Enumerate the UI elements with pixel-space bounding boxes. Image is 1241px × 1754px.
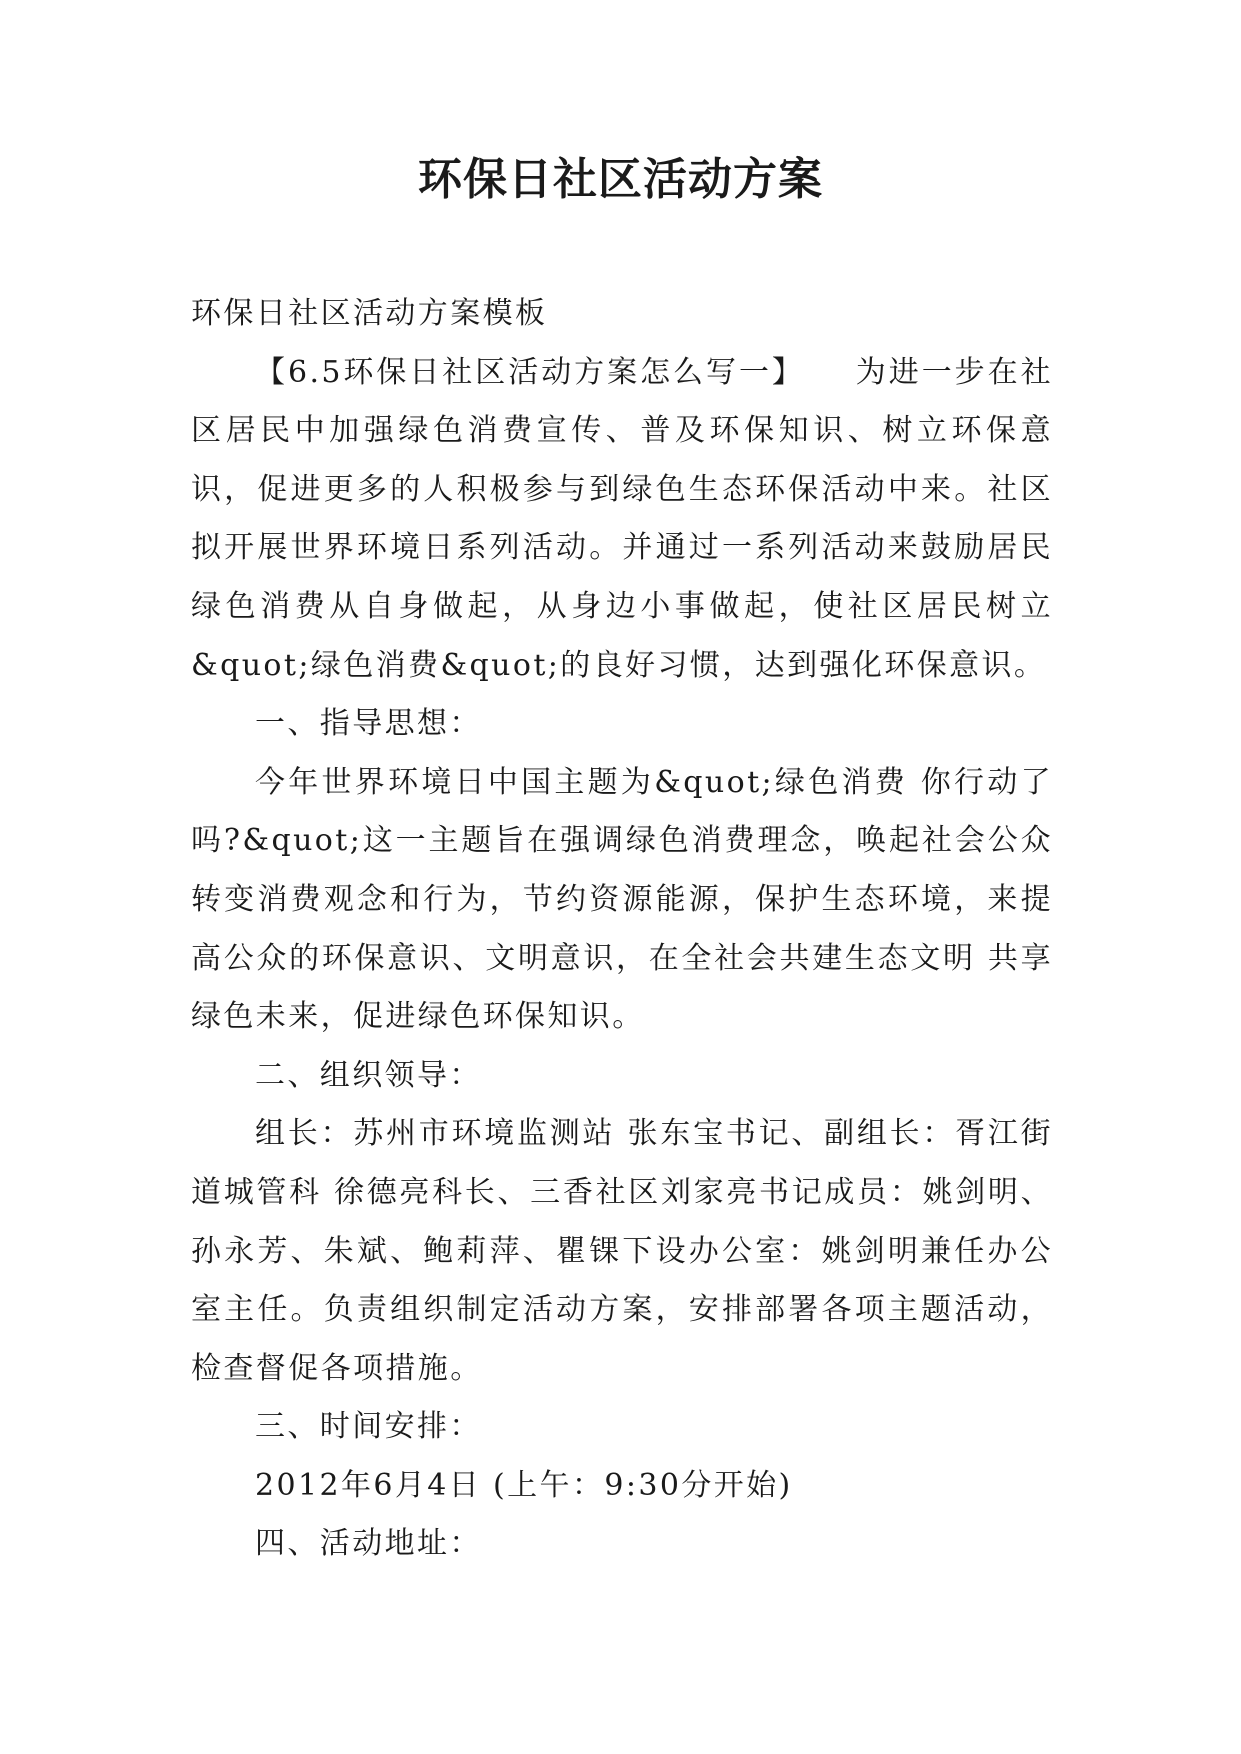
- schedule-paragraph: 2012年6月4日 (上午：9:30分开始): [255, 1467, 793, 1503]
- organization-paragraph: 组长：苏州市环境监测站 张东宝书记、副组长：胥江街道城管科 徐德亮科长、三香社区刘家亮书记成员：姚剑明、孙永芳、朱斌、鲍莉萍、瞿锞下设办公室：姚剑明兼任办公室主任。负责组织制定活动方案，安排部署各项主题活动，检查督促各项措施。: [191, 1116, 1053, 1386]
- section-heading-location: 四、活动地址：: [255, 1526, 482, 1562]
- document-title: 环保日社区活动方案: [418, 154, 823, 205]
- section-heading-organization: 二、组织领导：: [255, 1057, 482, 1093]
- document-subtitle: 环保日社区活动方案模板: [191, 296, 548, 331]
- intro-paragraph: 【6.5环保日社区活动方案怎么写一】 为进一步在社区居民中加强绿色消费宣传、普及环保知识、树立环保意识，促进更多的人积极参与到绿色生态环保活动中来。社区拟开展世界环境日系列活动。并通过一系列活动来鼓励居民绿色消费从自身做起，从身边小事做起，使社区居民树立&quot;绿色消费&quot;的良好习惯，达到强化环保意识。: [191, 354, 1053, 683]
- section-heading-schedule: 三、时间安排：: [255, 1409, 482, 1445]
- section-heading-guiding-thought: 一、指导思想：: [255, 706, 482, 742]
- document-body: [191, 285, 1053, 1574]
- guiding-thought-paragraph: 今年世界环境日中国主题为&quot;绿色消费 你行动了吗?&quot;这一主题旨在强调绿色消费理念，唤起社会公众转变消费观念和行为，节约资源能源，保护生态环境，来提高公众的环保意识、文明意识，在全社会共建生态文明 共享绿色未来，促进绿色环保知识。: [191, 764, 1053, 1035]
